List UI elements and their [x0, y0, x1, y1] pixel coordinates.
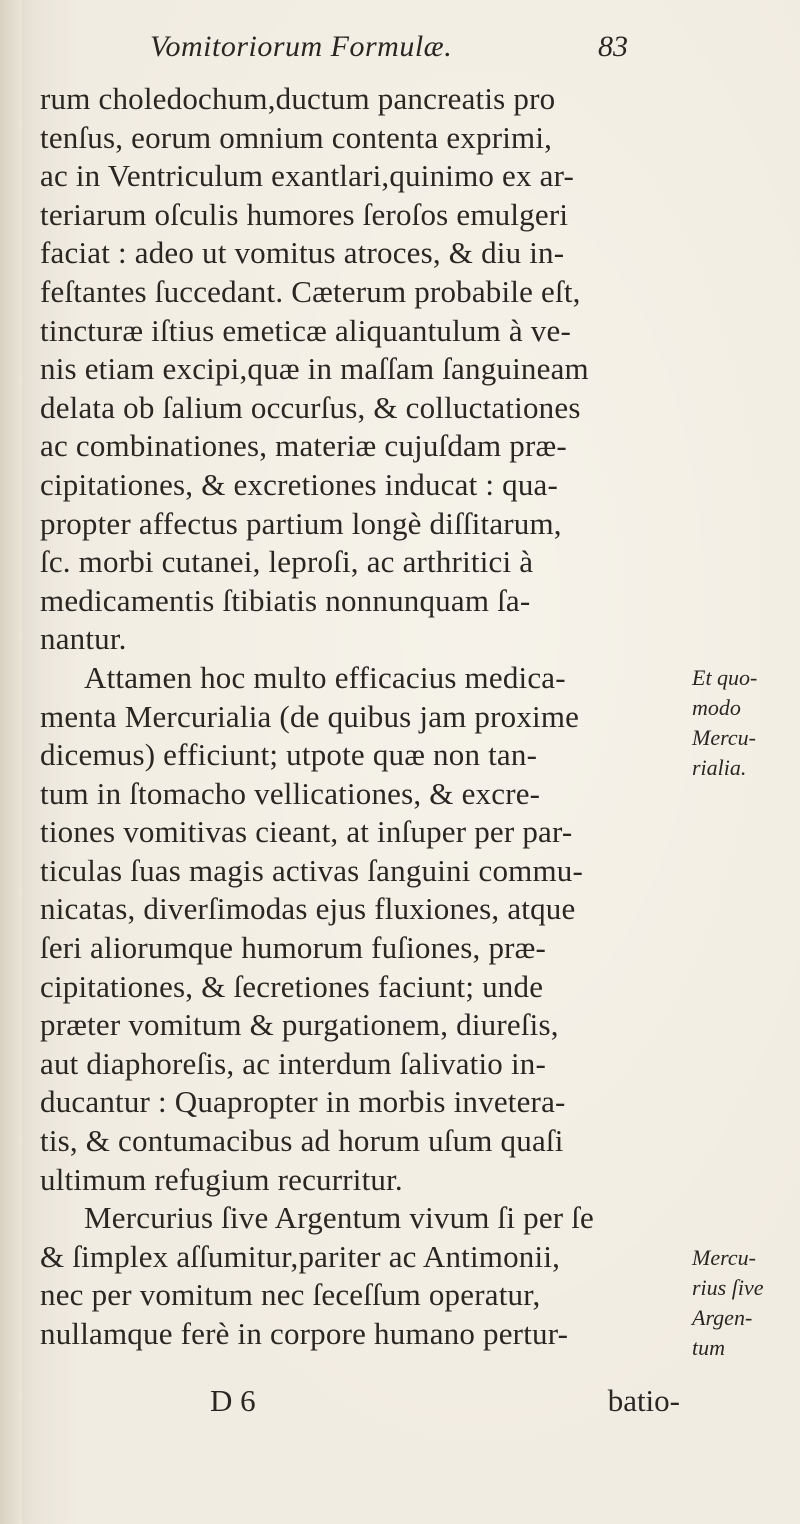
- text-line: tum in ſtomacho vellicationes, & excre-: [40, 775, 541, 811]
- text-line: ac combinationes, materiæ cujuſdam præ-: [40, 428, 567, 464]
- margin-note-line: tum: [692, 1335, 725, 1360]
- text-line: præter vomitum & purgationem, diureſis,: [40, 1007, 559, 1043]
- text-line: delata ob ſalium occurſus, & colluctationes: [40, 389, 581, 425]
- text-line: dicemus) efficiunt; utpote quæ non tan-: [40, 737, 538, 773]
- text-line: propter affectus partium longè diſſitarum,: [40, 505, 562, 541]
- text-line: ducantur : Quapropter in morbis invetera-: [40, 1084, 566, 1120]
- text-line: menta Mercurialia (de quibus jam proxime: [40, 698, 580, 734]
- signature-mark: D 6: [210, 1383, 256, 1418]
- text-line: tiones vomitivas cieant, at inſuper per par-: [40, 814, 573, 850]
- text-line: teriarum oſculis humores ſeroſos emulgeri: [40, 196, 569, 232]
- text-line: feſtantes ſuccedant. Cæterum probabile eſt,: [40, 273, 581, 309]
- page-footer: [40, 1383, 680, 1423]
- margin-note: [692, 1243, 800, 1363]
- text-line: tenſus, eorum omnium contenta exprimi,: [40, 119, 553, 155]
- page-number: 83: [598, 30, 628, 63]
- margin-note: [692, 663, 800, 783]
- text-line: & ſimplex aſſumitur,pariter ac Antimonii,: [40, 1238, 561, 1274]
- margin-note-line: Mercu-: [692, 1245, 756, 1270]
- paragraph-start-line: Attamen hoc multo efficacius medica-: [84, 659, 566, 695]
- text-line: nec per vomitum nec ſeceſſum operatur,: [40, 1277, 541, 1313]
- text-line: faciat : adeo ut vomitus atroces, & diu in-: [40, 235, 565, 271]
- text-line: nis etiam excipi,quæ in maſſam ſanguineam: [40, 351, 589, 387]
- text-line: nicatas, diverſimodas ejus fluxiones, atque: [40, 891, 576, 927]
- margin-note-line: Et quo-: [692, 665, 758, 690]
- text-line: aut diaphoreſis, ac interdum ſalivatio in-: [40, 1045, 546, 1081]
- text-line: rum choledochum,ductum pancreatis pro: [40, 81, 556, 116]
- text-line: ſc. morbi cutanei, leproſi, ac arthritici à: [40, 544, 534, 580]
- text-line: ac in Ventriculum exantlari,quinimo ex ar-: [40, 158, 575, 194]
- text-line: nullamque ferè in corpore humano pertur-: [40, 1316, 569, 1351]
- text-line: tincturæ iſtius emeticæ aliquantulum à ve-: [40, 312, 571, 348]
- margin-note-line: modo: [692, 695, 741, 720]
- text-line: tis, & contumacibus ad horum uſum quaſi: [40, 1123, 564, 1159]
- margin-note-line: rius ſive: [692, 1275, 764, 1300]
- text-body: [40, 80, 680, 1354]
- margin-note-line: rialia.: [692, 755, 747, 780]
- text-line: ſeri aliorumque humorum fuſiones, præ-: [40, 930, 547, 966]
- text-line: medicamentis ſtibiatis nonnunquam ſa-: [40, 582, 531, 618]
- text-line: cipitationes, & ſecretiones faciunt; unde: [40, 968, 544, 1004]
- page-gutter: [0, 0, 22, 1524]
- text-line: ultimum refugium recurritur.: [40, 1161, 403, 1197]
- margin-note-line: Argen-: [692, 1305, 753, 1330]
- paragraph-start-line: Mercurius ſive Argentum vivum ſi per ſe: [84, 1200, 595, 1236]
- running-head: Vomitoriorum Formulæ.: [150, 30, 453, 63]
- catchword: batio-: [607, 1383, 680, 1418]
- text-line: ticulas ſuas magis activas ſanguini commu-: [40, 852, 584, 888]
- page-header: [150, 30, 650, 70]
- text-line: nantur.: [40, 621, 127, 657]
- text-line: cipitationes, & excretiones inducat : qua-: [40, 466, 559, 502]
- margin-note-line: Mercu-: [692, 725, 756, 750]
